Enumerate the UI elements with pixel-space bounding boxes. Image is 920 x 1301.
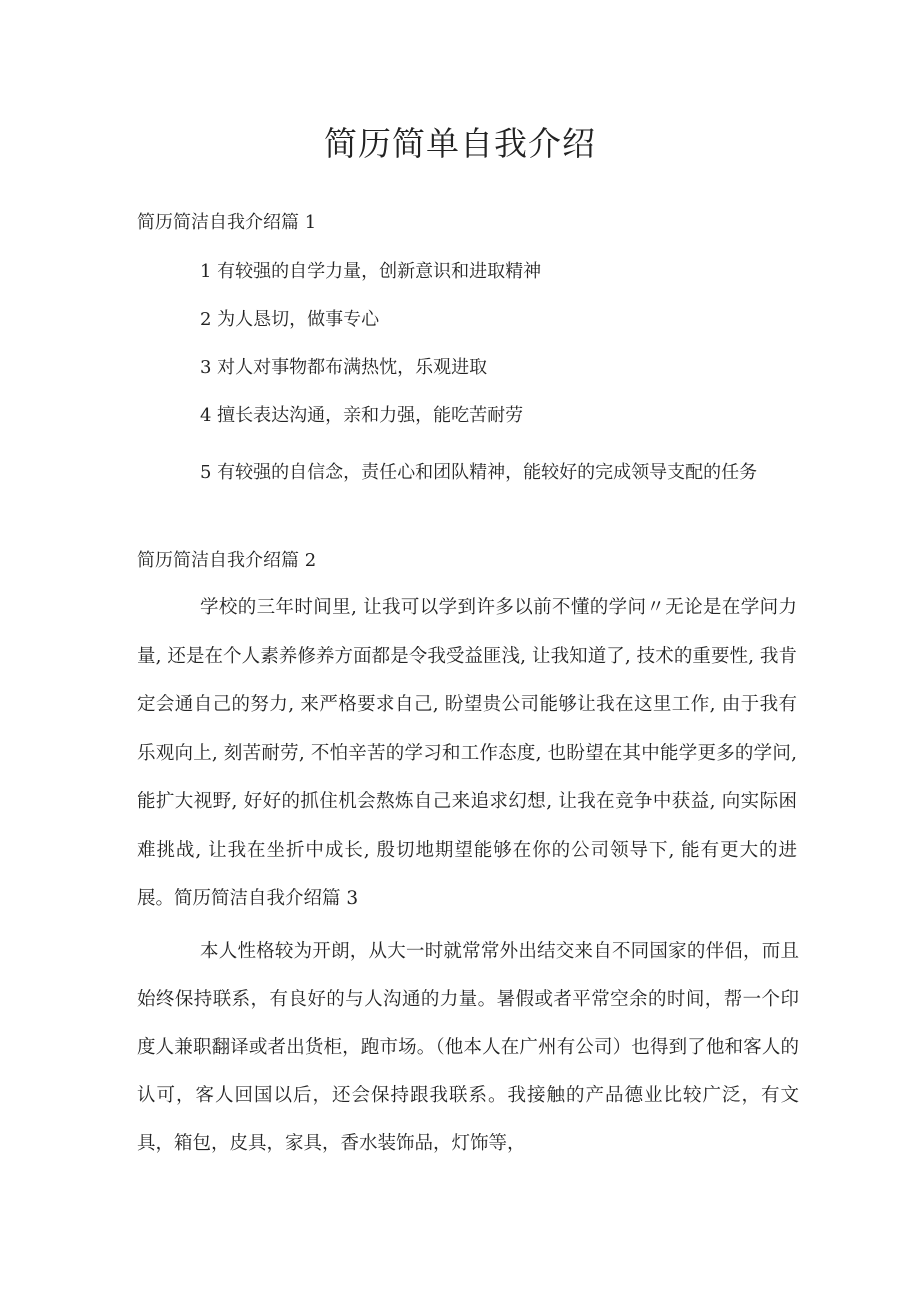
section-1-heading: 简历简洁自我介绍篇 1	[137, 212, 317, 233]
list-item-2: 2 为人恳切，做事专心	[200, 309, 380, 330]
list-item-1: 1 有较强的自学力量，创新意识和进取精神	[200, 261, 542, 282]
list-item-5: 5 有较强的自信念，责任心和团队精神，能较好的完成领导支配的任务	[200, 462, 758, 483]
document-title: 简历简单自我介绍	[324, 124, 596, 163]
list-item-4: 4 擅长表达沟通，亲和力强，能吃苦耐劳	[200, 405, 524, 426]
section-3-paragraph: 本人性格较为开朗，从大一时就常常外出结交来自不同国家的伴侣，而且始终保持联系，有良好的与人沟通的力量。暑假或者平常空余的时间，帮一个印度人兼职翻译或者出货柜，跑市场。（他本人在广州有公司）也得到了他和客人的认可，客人回国以后，还会保持跟我联系。我接触的产品德业比较广泛，有文具，箱包，皮具，家具，香水装饰品，灯饰等，	[137, 941, 799, 1154]
section-2-heading: 简历简洁自我介绍篇 2	[137, 550, 317, 571]
list-item-3: 3 对人对事物都布满热忱，乐观进取	[200, 357, 488, 378]
section-2-paragraph: 学校的三年时间里, 让我可以学到许多以前不懂的学问〃无论是在学问力量, 还是在个人素养修养方面都是令我受益匪浅, 让我知道了, 技术的重要性, 我肯定会通自己的努力, 来严格要求自己, 盼望贵公司能够让我在这里工作, 由于我有乐观向上, 刻苦耐劳, 不怕辛苦的学习和工作态度, 也盼望在其中能学更多的学问, 能扩大视野, 好好的抓住机会熬炼自己来追求幻想, 让我在竞争中获益, 向实际困难挑战, 让我在坐折中成长, 殷切地期望能够在你的公司领导下, 能有更大的进展。简历简洁自我介绍篇 3	[137, 597, 797, 909]
